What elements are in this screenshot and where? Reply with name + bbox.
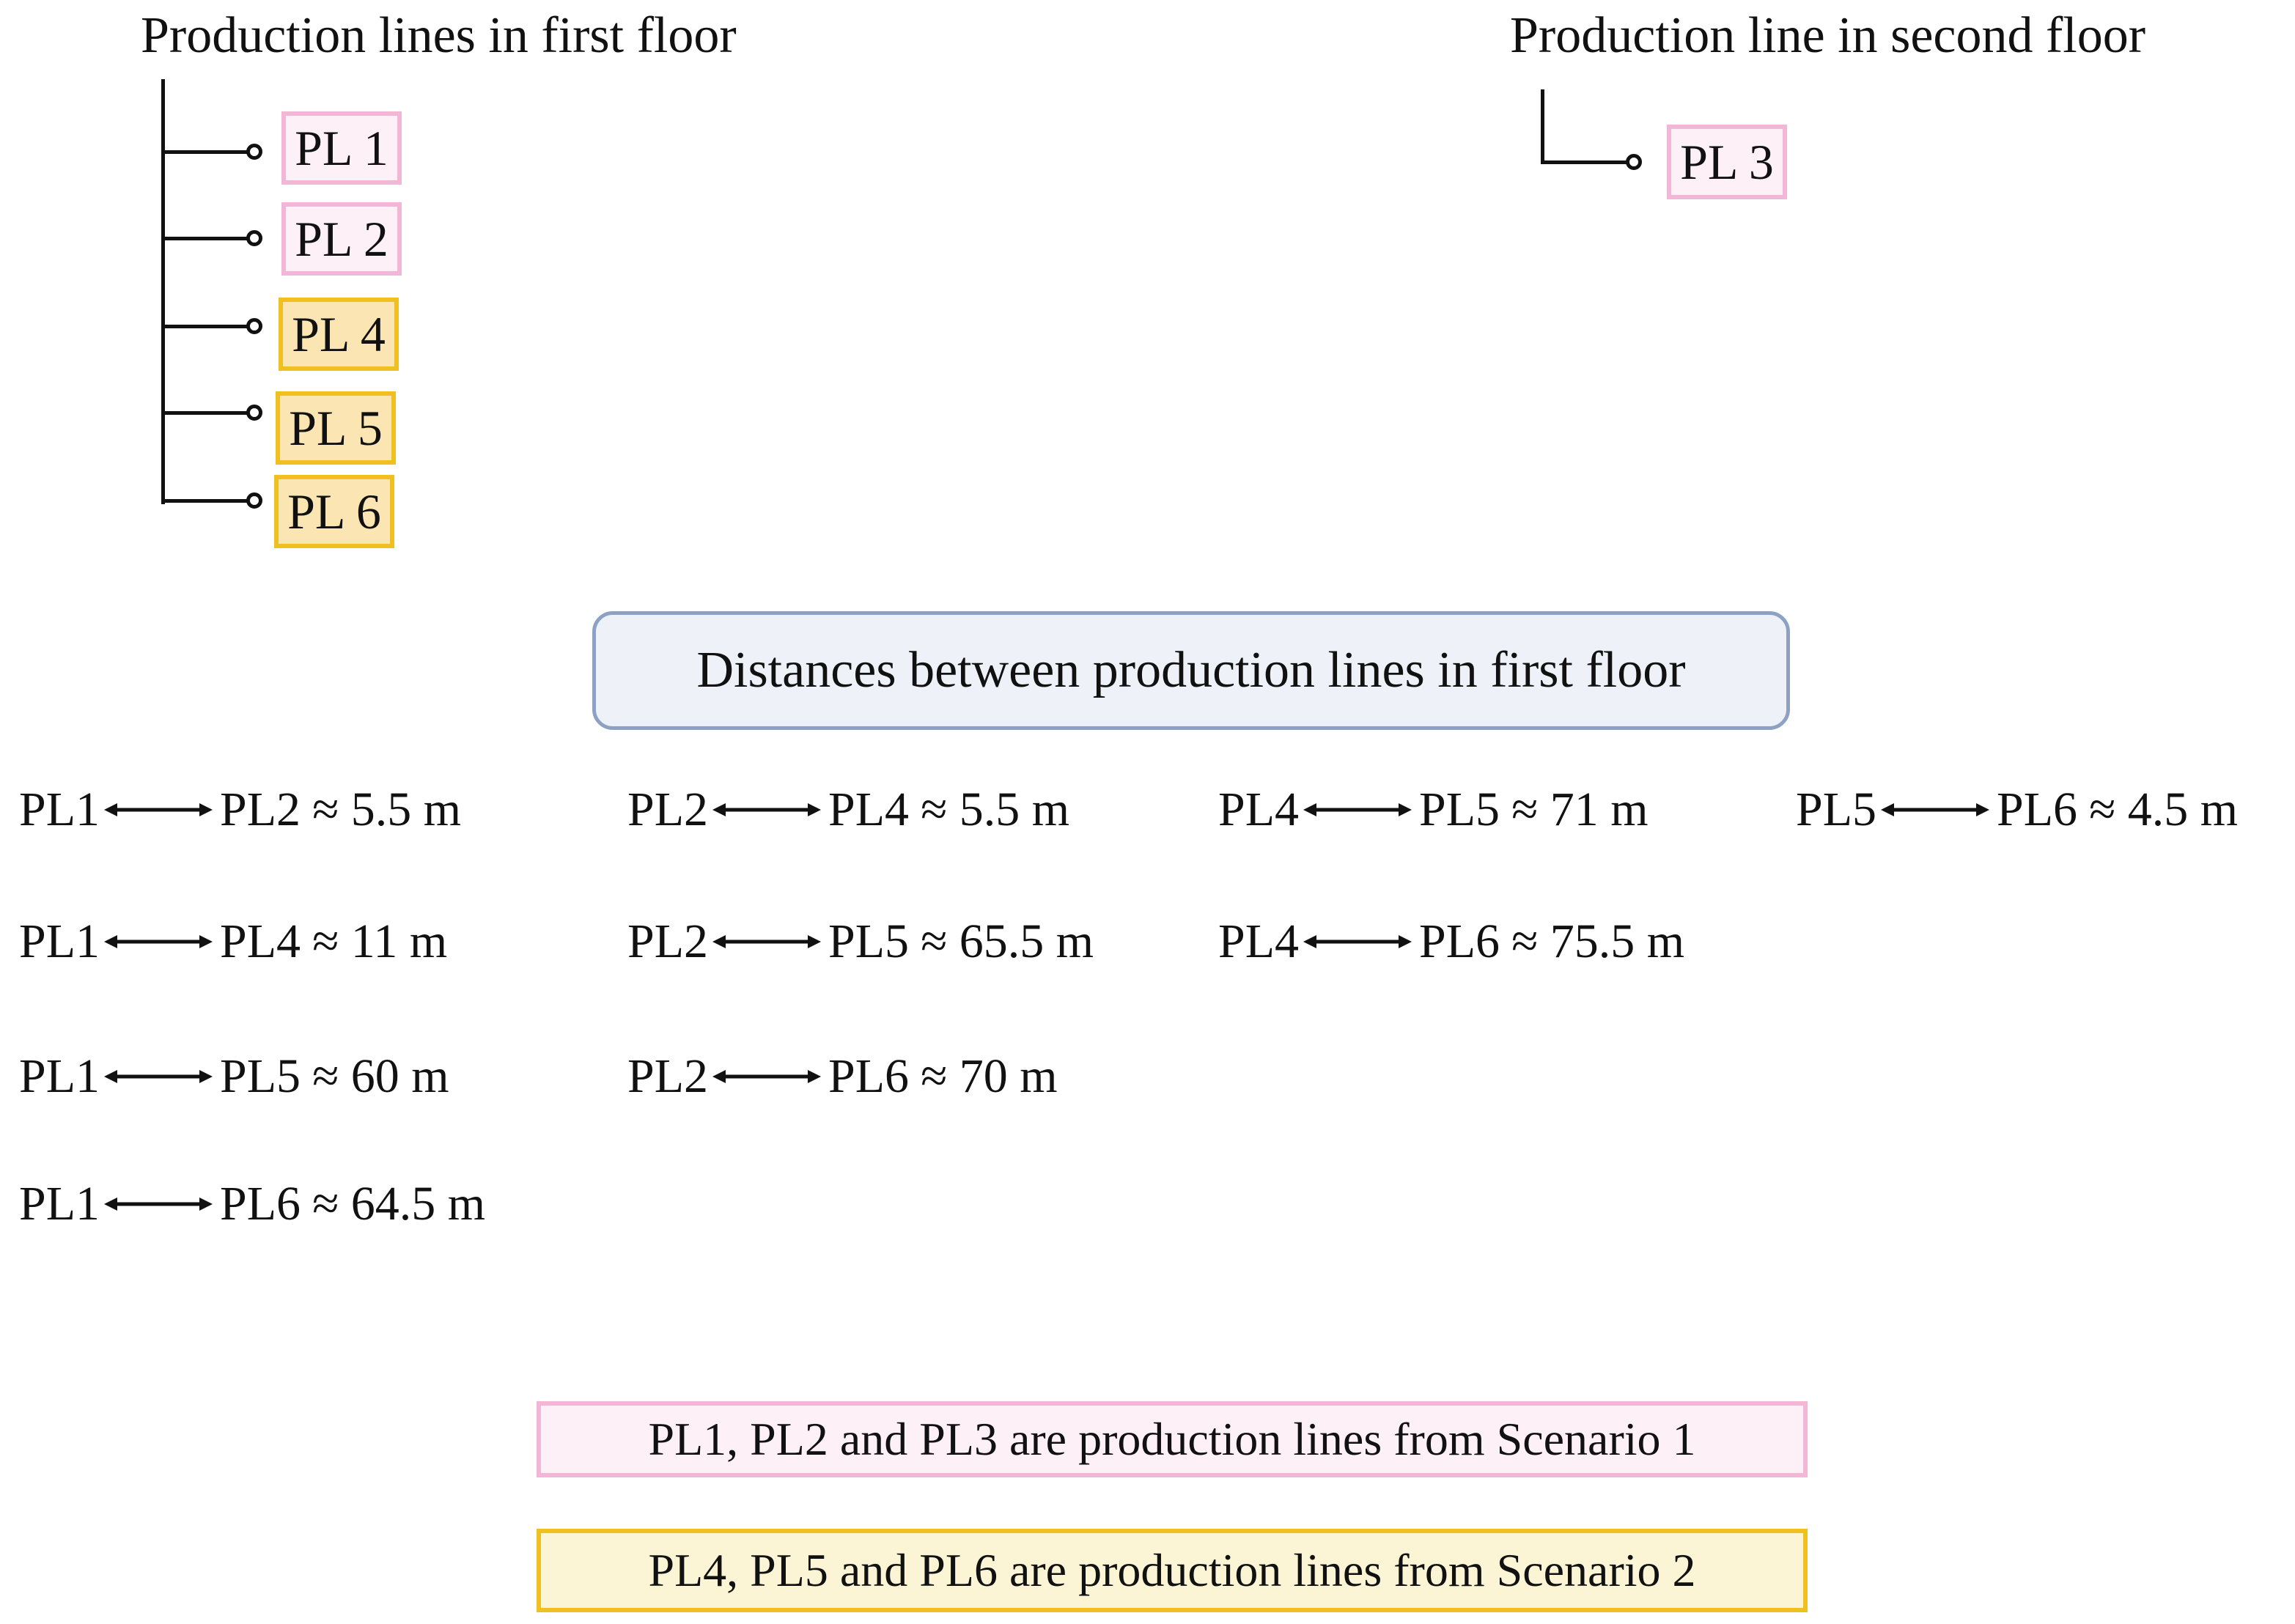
pl-box-pl3 — [1667, 125, 1787, 199]
double-arrow-icon — [712, 800, 821, 819]
distance-item — [1218, 783, 1649, 836]
distance-to: PL6 — [1419, 915, 1500, 968]
node-pl2 — [246, 230, 262, 246]
distance-to: PL2 — [220, 783, 301, 836]
legend-scenario-1 — [537, 1401, 1808, 1477]
pl-box-pl6 — [274, 475, 394, 548]
legend-scenario-2 — [537, 1529, 1808, 1612]
distance-value: ≈ 5.5 m — [312, 783, 462, 836]
distance-to: PL5 — [1419, 783, 1500, 836]
legend-scenario-2-text: PL4, PL5 and PL6 are production lines from Scenario 2 — [648, 1544, 1696, 1596]
branch-pl1 — [161, 150, 249, 154]
distance-item — [627, 915, 1094, 968]
distances-header-label: Distances between production lines in first floor — [696, 642, 1686, 698]
second-floor-trunk — [1541, 89, 1544, 164]
pl-box-pl5 — [276, 391, 396, 465]
distance-value: ≈ 11 m — [312, 915, 448, 968]
pl-box-pl2 — [281, 202, 402, 276]
distance-value: ≈ 4.5 m — [2089, 783, 2239, 836]
first-floor-trunk — [161, 79, 165, 504]
pl-box-pl1 — [281, 111, 402, 185]
double-arrow-icon — [712, 1067, 821, 1086]
distance-value: ≈ 65.5 m — [921, 915, 1094, 968]
branch-pl3 — [1541, 160, 1629, 164]
branch-pl2 — [161, 237, 249, 240]
distance-value: ≈ 75.5 m — [1511, 915, 1685, 968]
distance-from: PL1 — [19, 1177, 100, 1230]
double-arrow-icon — [104, 1195, 213, 1214]
pl-label: PL 3 — [1680, 134, 1774, 190]
branch-pl4 — [161, 325, 249, 328]
distance-to: PL4 — [828, 783, 910, 836]
distance-item — [19, 915, 448, 968]
pl-box-pl4 — [279, 298, 399, 371]
distance-from: PL2 — [627, 915, 709, 968]
second-floor-title: Production line in second floor — [1510, 7, 2146, 64]
node-pl5 — [246, 405, 262, 421]
double-arrow-icon — [1303, 800, 1412, 819]
distance-to: PL5 — [220, 1049, 301, 1103]
first-floor-title: Production lines in first floor — [141, 7, 737, 64]
distance-from: PL1 — [19, 1049, 100, 1103]
distance-from: PL1 — [19, 783, 100, 836]
distance-from: PL5 — [1796, 783, 1877, 836]
distance-from: PL4 — [1218, 915, 1300, 968]
distance-item — [1796, 783, 2239, 836]
distance-to: PL6 — [220, 1177, 301, 1230]
distance-value: ≈ 5.5 m — [921, 783, 1070, 836]
distance-from: PL2 — [627, 783, 709, 836]
distance-item — [19, 1049, 449, 1103]
pl-label: PL 1 — [295, 120, 388, 176]
double-arrow-icon — [104, 1067, 213, 1086]
distances-header — [592, 611, 1790, 730]
node-pl3 — [1626, 154, 1642, 170]
pl-label: PL 6 — [287, 484, 381, 539]
distance-from: PL2 — [627, 1049, 709, 1103]
pl-label: PL 4 — [292, 306, 386, 362]
double-arrow-icon — [1881, 800, 1989, 819]
pl-label: PL 2 — [295, 211, 388, 267]
node-pl6 — [246, 492, 262, 509]
distance-to: PL4 — [220, 915, 301, 968]
legend-scenario-1-text: PL1, PL2 and PL3 are production lines from Scenario 1 — [648, 1413, 1696, 1465]
distance-to: PL6 — [828, 1049, 910, 1103]
double-arrow-icon — [712, 932, 821, 951]
distance-from: PL4 — [1218, 783, 1300, 836]
double-arrow-icon — [104, 800, 213, 819]
node-pl4 — [246, 318, 262, 334]
distance-item — [1218, 915, 1685, 968]
branch-pl5 — [161, 411, 249, 415]
pl-label: PL 5 — [289, 400, 383, 456]
distance-item — [627, 1049, 1058, 1103]
distance-from: PL1 — [19, 915, 100, 968]
distance-item — [19, 1177, 486, 1230]
double-arrow-icon — [1303, 932, 1412, 951]
distance-value: ≈ 64.5 m — [312, 1177, 486, 1230]
distance-to: PL5 — [828, 915, 910, 968]
double-arrow-icon — [104, 932, 213, 951]
distance-value: ≈ 60 m — [312, 1049, 449, 1103]
distance-value: ≈ 71 m — [1511, 783, 1649, 836]
distance-value: ≈ 70 m — [921, 1049, 1058, 1103]
distance-item — [627, 783, 1070, 836]
node-pl1 — [246, 144, 262, 160]
branch-pl6 — [161, 499, 249, 503]
distance-to: PL6 — [1997, 783, 2078, 836]
distance-item — [19, 783, 462, 836]
